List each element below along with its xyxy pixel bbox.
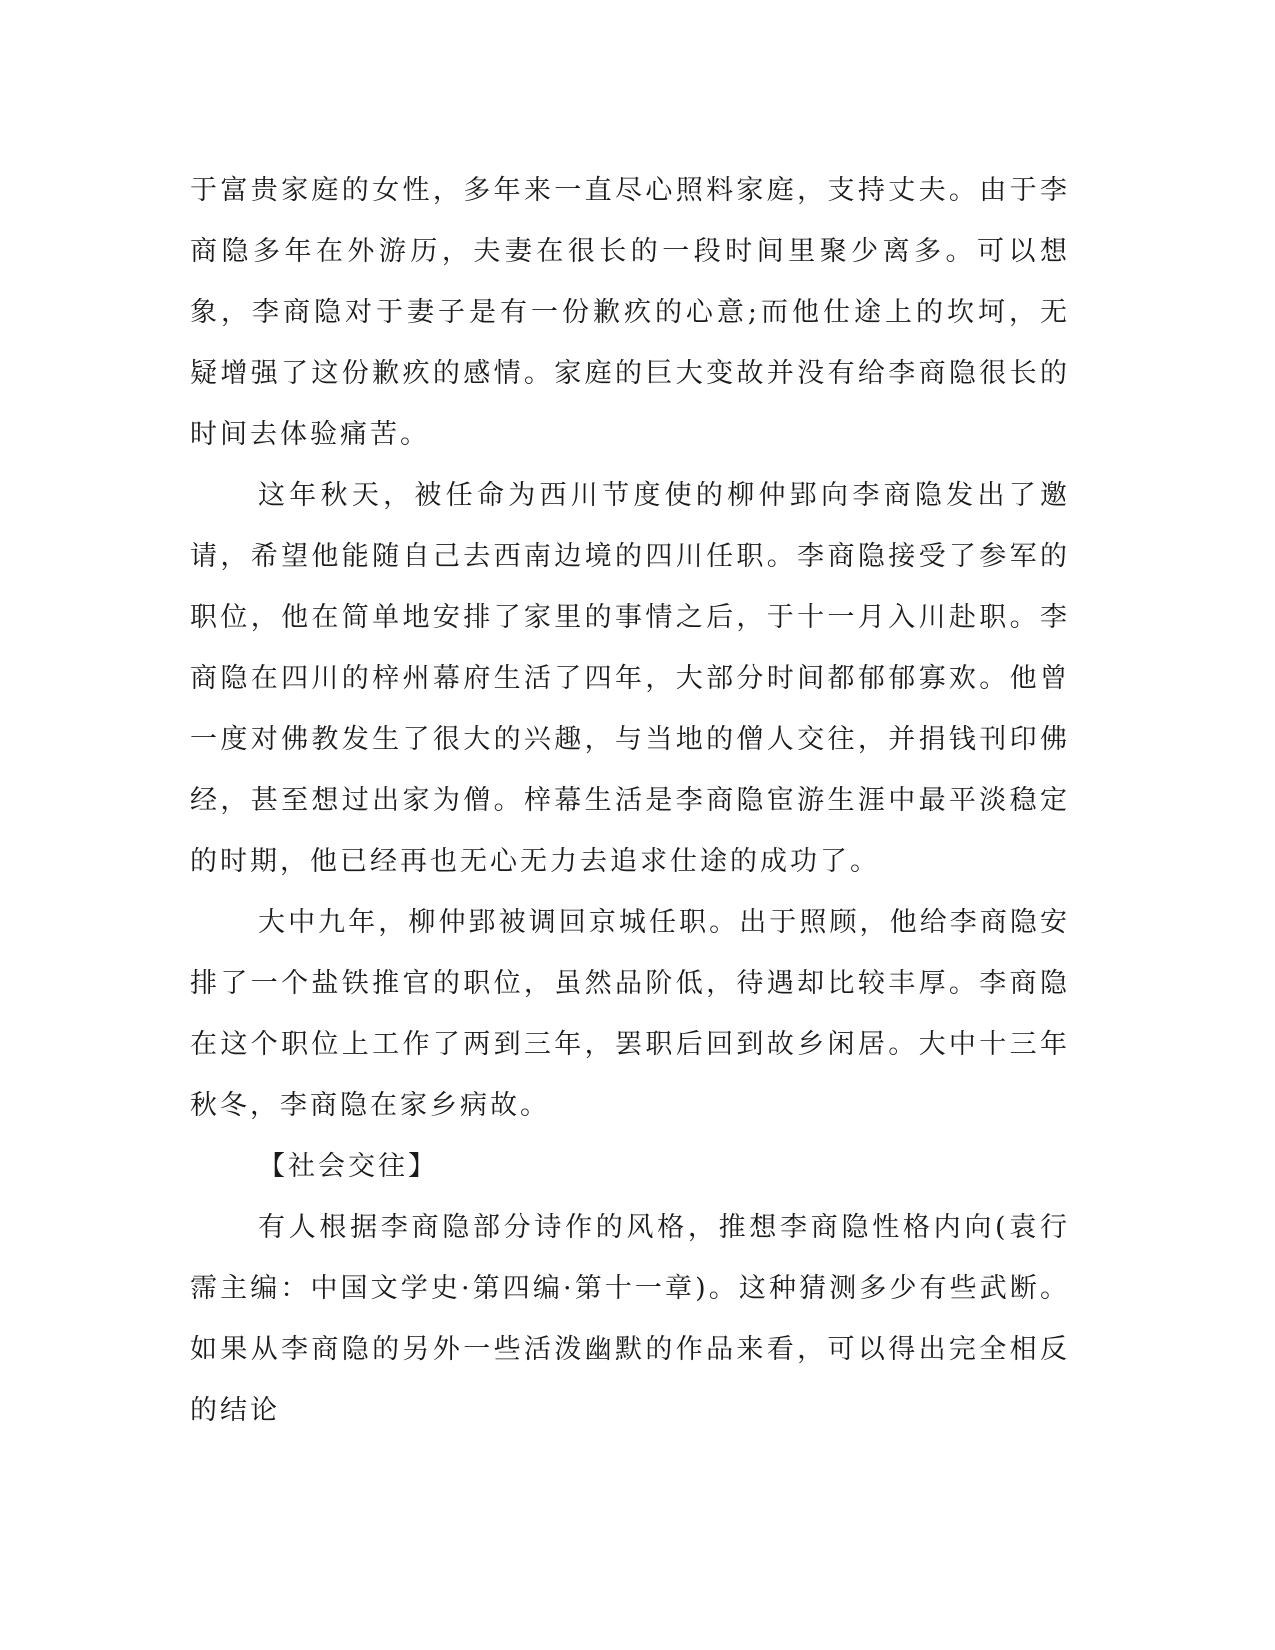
document-body [190,160,1070,1441]
paragraph-continued: 于富贵家庭的女性，多年来一直尽心照料家庭，支持丈夫。由于李商隐多年在外游历，夫妻在很长的一段时间里聚少离多。可以想象，李商隐对于妻子是有一份歉疚的心意;而他仕途上的坎坷，无疑增强了这份歉疚的感情。家庭的巨大变故并没有给李商隐很长的时间去体验痛苦。 [190,175,1070,450]
section-heading: 【社会交往】 [258,1151,438,1182]
paragraph-social: 有人根据李商隐部分诗作的风格，推想李商隐性格内向(袁行霈主编：中国文学史·第四编·第十一章)。这种猜测多少有些武断。如果从李商隐的另外一些活泼幽默的作品来看，可以得出完全相反的结论 [190,1212,1070,1426]
paragraph-xichuan: 这年秋天，被任命为西川节度使的柳仲郢向李商隐发出了邀请，希望他能随自己去西南边境的四川任职。李商隐接受了参军的职位，他在简单地安排了家里的事情之后，于十一月入川赴职。李商隐在四川的梓州幕府生活了四年，大部分时间都郁郁寡欢。他曾一度对佛教发生了很大的兴趣，与当地的僧人交往，并捐钱刊印佛经，甚至想过出家为僧。梓幕生活是李商隐宦游生涯中最平淡稳定的时期，他已经再也无心无力去追求仕途的成功了。 [190,480,1070,877]
paragraph-dazhong: 大中九年，柳仲郢被调回京城任职。出于照顾，他给李商隐安排了一个盐铁推官的职位，虽然品阶低，待遇却比较丰厚。李商隐在这个职位上工作了两到三年，罢职后回到故乡闲居。大中十三年秋冬，李商隐在家乡病故。 [190,907,1070,1121]
